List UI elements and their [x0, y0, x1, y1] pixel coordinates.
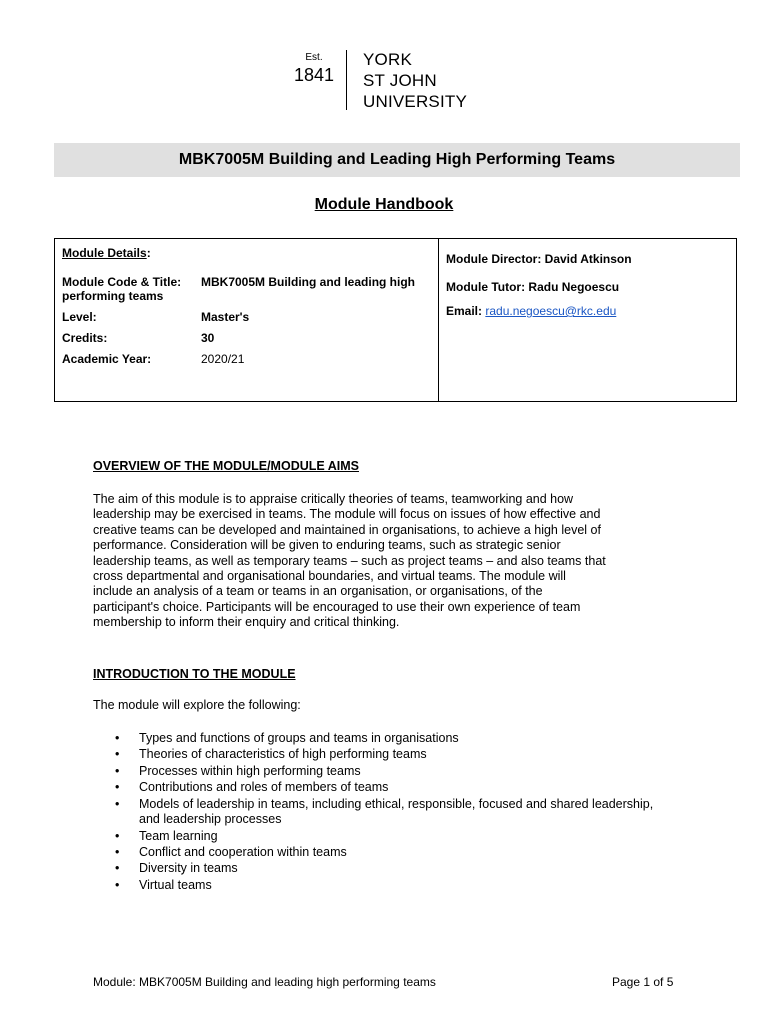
list-item: • Contributions and roles of members of teams	[115, 780, 389, 795]
footer-module: Module: MBK7005M Building and leading high performing teams	[93, 975, 436, 989]
overview-line: leadership teams, as well as temporary teams – such as project teams – and also teams that	[93, 553, 606, 568]
list-item: • Team learning	[115, 828, 218, 843]
overview-line: membership to inform their enquiry and critical thinking.	[93, 615, 400, 630]
document-subtitle: Module Handbook	[314, 196, 454, 213]
overview-heading: OVERVIEW OF THE MODULE/MODULE AIMS	[93, 459, 359, 473]
list-item: • Theories of characteristics of high performing teams	[115, 747, 427, 762]
intro-heading: INTRODUCTION TO THE MODULE	[93, 667, 296, 681]
academic-year-label: Academic Year:	[62, 352, 152, 366]
module-director: Module Director: David Atkinson	[446, 252, 632, 266]
list-item: • Diversity in teams	[115, 861, 238, 876]
module-code-value-line-2: performing teams	[62, 289, 164, 303]
module-tutor: Module Tutor: Radu Negoescu	[446, 280, 620, 294]
footer-page-number: Page 1 of 5	[612, 975, 674, 989]
document-title: MBK7005M Building and Leading High Performing Teams	[54, 143, 740, 177]
logo-divider	[346, 50, 347, 110]
list-item: • Conflict and cooperation within teams	[115, 844, 347, 859]
logo-year: 1841	[293, 65, 335, 85]
logo-est-block	[290, 52, 338, 86]
level-value: Master's	[201, 310, 250, 324]
logo-line-1: YORK	[363, 50, 412, 69]
email-link[interactable]: radu.negoescu@rkc.edu	[485, 304, 617, 318]
academic-year-value: 2020/21	[201, 352, 245, 366]
list-item: • Types and functions of groups and teams in organisations	[115, 731, 459, 745]
credits-label: Credits:	[62, 331, 108, 345]
email-label: Email:	[446, 304, 486, 318]
module-details-right	[439, 239, 736, 401]
overview-paragraph	[93, 492, 693, 631]
module-details-left	[55, 239, 439, 401]
level-label: Level:	[62, 310, 97, 324]
logo-est: Est.	[305, 52, 323, 63]
list-item: • Processes within high performing teams	[115, 763, 361, 778]
module-details-table	[54, 238, 737, 402]
overview-line: performance. Consideration will be given to enduring teams, such as strategic senior	[93, 538, 561, 553]
list-item: • Virtual teams	[115, 877, 212, 892]
overview-line: The aim of this module is to appraise critically theories of teams, teamworking and how	[93, 492, 574, 506]
topics-list	[93, 731, 673, 894]
logo-line-2: ST JOHN	[363, 71, 437, 90]
overview-line: leadership may be exercised in teams. The module will focus on issues of how effective and	[93, 507, 601, 522]
overview-line: cross departmental and organisational boundaries, and virtual teams. The module will	[93, 569, 566, 584]
credits-value: 30	[201, 331, 215, 345]
email-row	[446, 304, 616, 318]
logo-line-3: UNIVERSITY	[363, 92, 468, 111]
module-code-value-line-1: MBK7005M Building and leading high	[201, 275, 416, 289]
module-code-label: Module Code & Title:	[62, 275, 182, 289]
overview-line: participant's choice. Participants will be encouraged to use their own experience of team	[93, 599, 581, 614]
overview-line: creative teams can be developed and maintained in organisations, to achieve a high level of	[93, 522, 601, 537]
list-item: • Models of leadership in teams, including ethical, responsible, focused and shared leadership, and leadership processes	[115, 796, 654, 827]
module-details-heading: Module Details:	[62, 246, 151, 260]
intro-lead: The module will explore the following:	[93, 698, 301, 712]
overview-line: include an analysis of a team or teams in an organisation, or organisations, of the	[93, 584, 543, 599]
logo-name	[363, 49, 467, 112]
